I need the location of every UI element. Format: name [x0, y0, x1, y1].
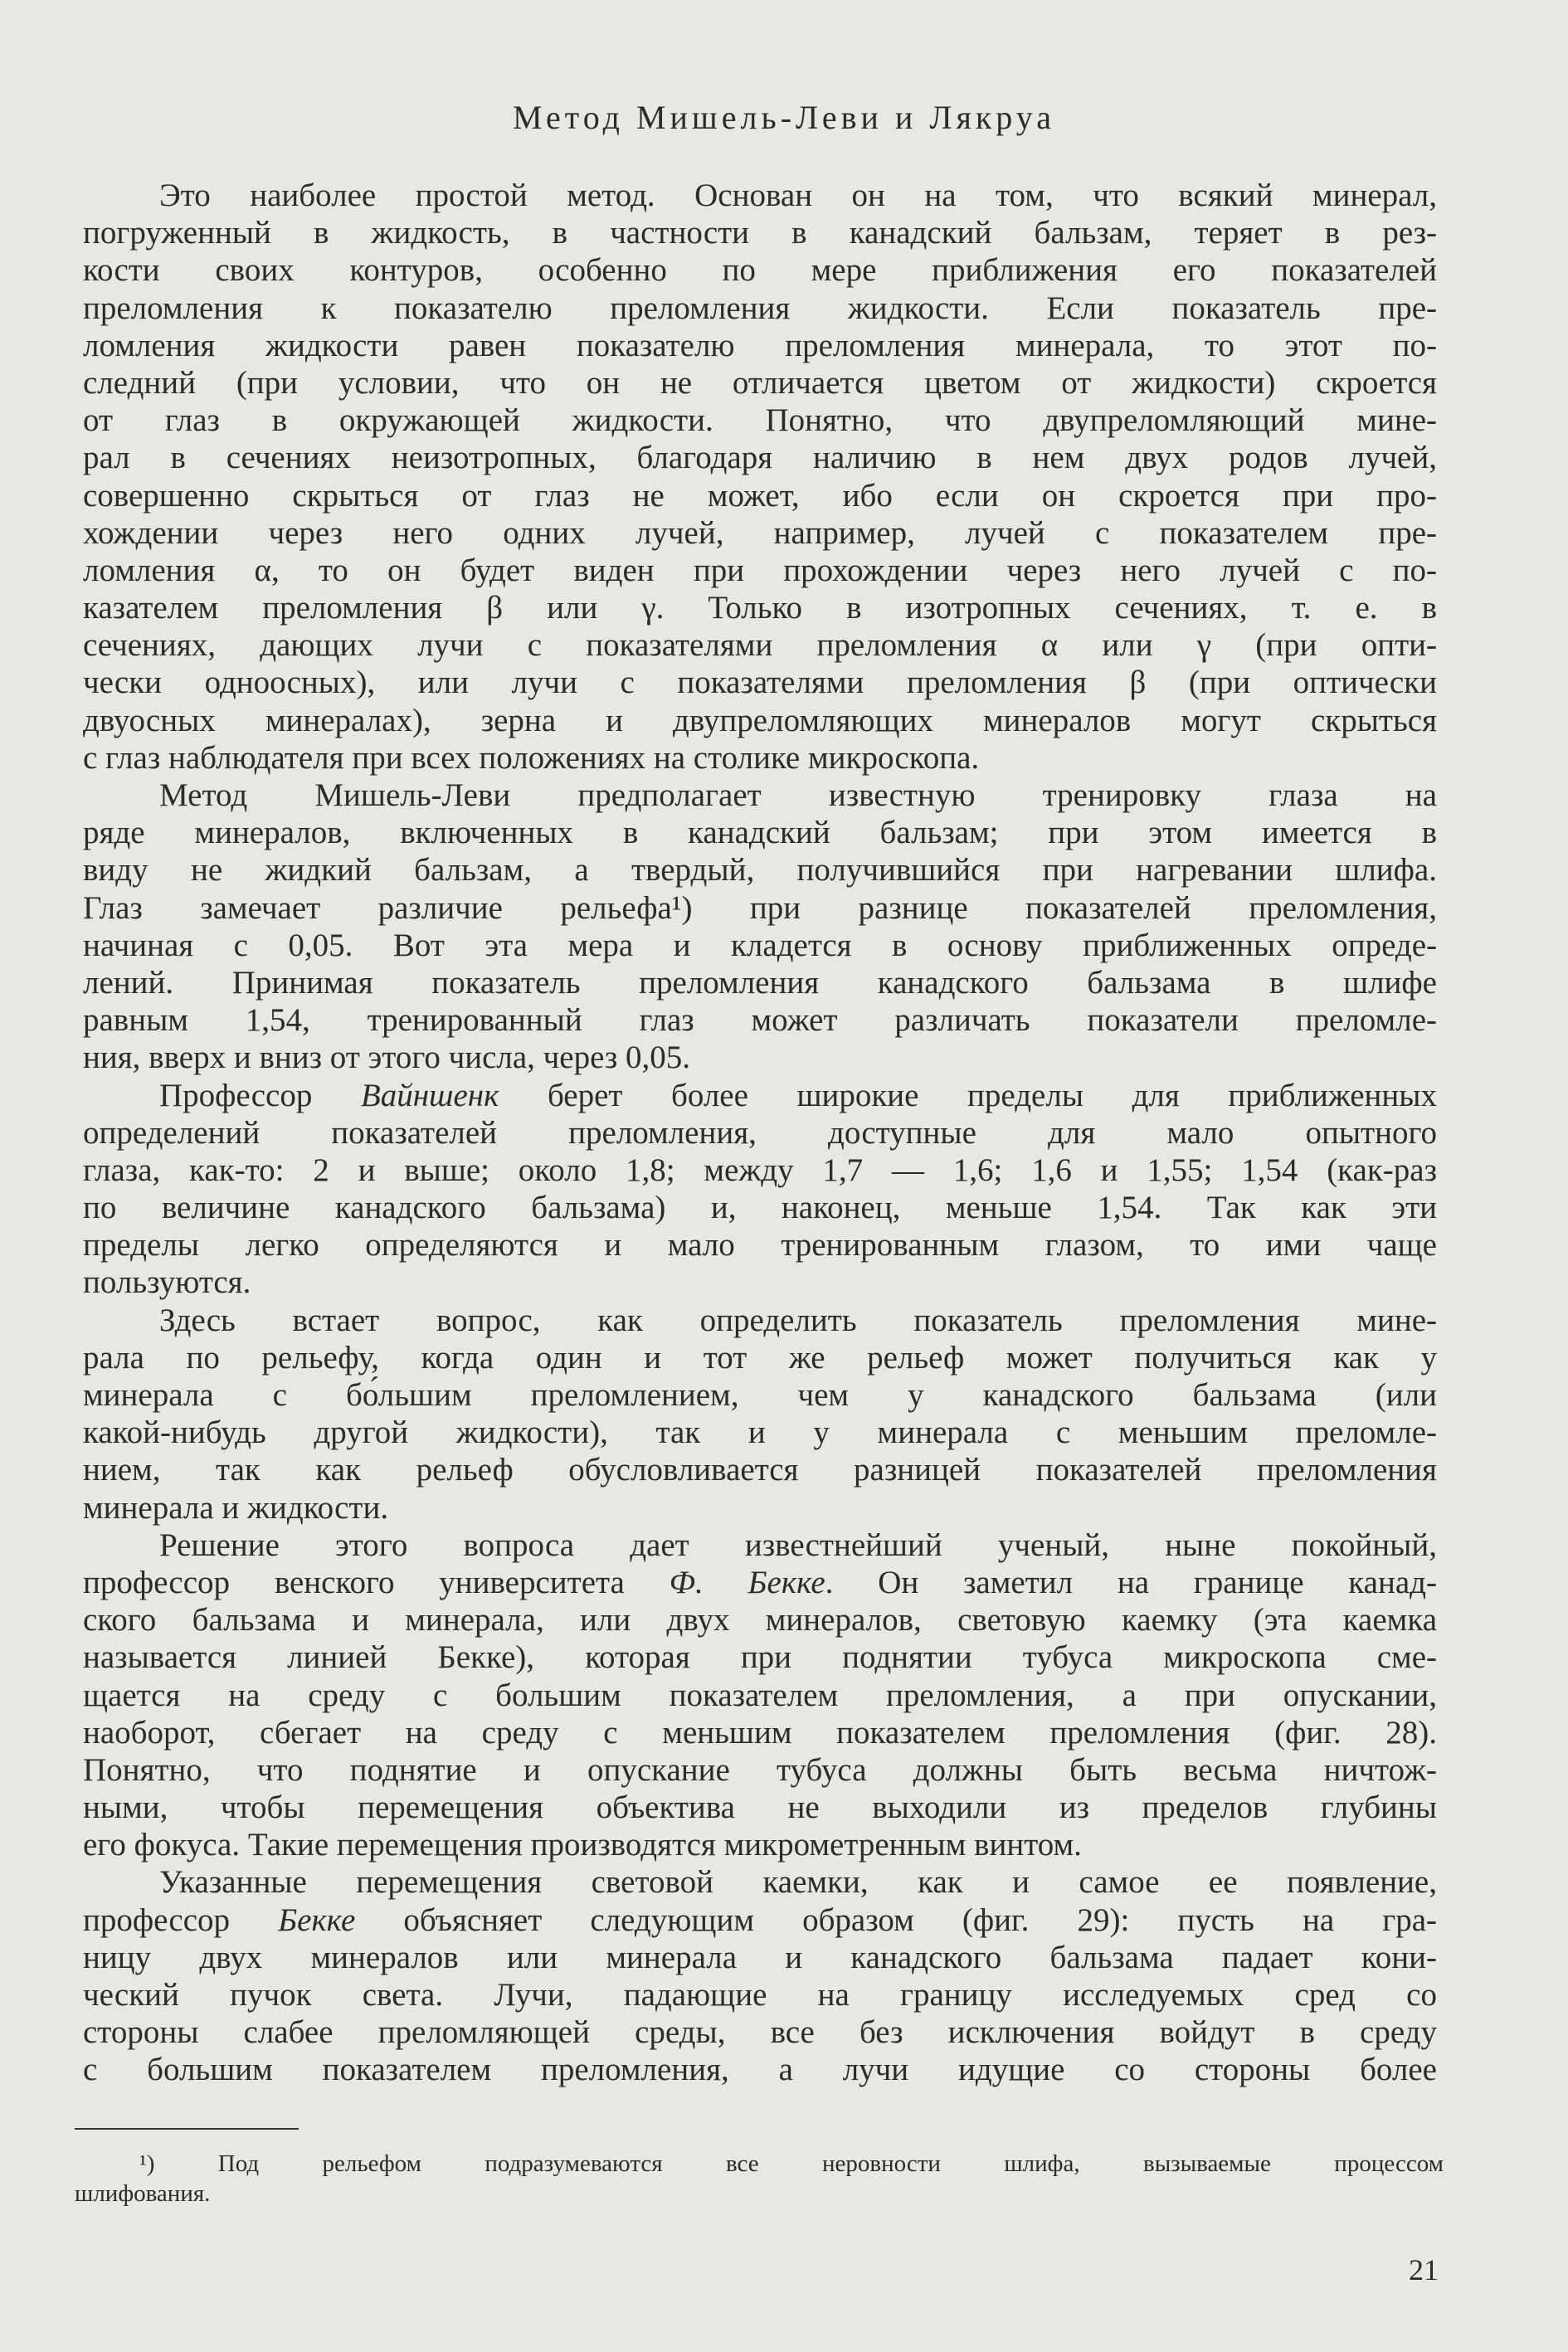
text-line: его фокуса. Такие перемещения производятся микрометренным винтом.: [83, 1827, 1082, 1863]
footnote-line: ¹) Под рельефом подразумеваются все неровности шлифа, вызываемые процессом: [139, 2150, 1444, 2177]
text-line: минерала и жидкости.: [83, 1489, 389, 1526]
text-line: Понятно, что поднятие и опускание тубуса должны быть весьма ничтож-: [83, 1751, 1437, 1788]
text-line: рала по рельефу, когда один и тот же рельеф может получиться как у: [83, 1339, 1437, 1376]
text-line: [83, 1564, 1437, 1601]
text-line: пределы легко определяются и мало тренированным глазом, то ими чаще: [83, 1227, 1437, 1264]
text-line: стороны слабее преломляющей среды, все без исключения войдут в среду: [83, 2014, 1437, 2051]
body-text: [83, 177, 1437, 2089]
text-line: рал в сечениях неизотропных, благодаря наличию в нем двух родов лучей,: [83, 440, 1437, 476]
text-segment: профессор: [83, 1902, 279, 1938]
text-line: Глаз замечает различие рельефа¹) при разнице показателей преломления,: [83, 889, 1437, 926]
text-line: с глаз наблюдателя при всех положениях на столике микроскопа.: [83, 739, 980, 776]
footnote-divider: [75, 2128, 299, 2130]
text-line: с большим показателем преломления, а лучи идущие со стороны более: [83, 2052, 1437, 2088]
text-line: ского бальзама и минерала, или двух минералов, световую каемку (эта каемка: [83, 1602, 1437, 1639]
page-number: 21: [1409, 2253, 1439, 2286]
text-line: пользуются.: [83, 1264, 251, 1301]
text-line: наоборот, сбегает на среду с меньшим показателем преломления (фиг. 28).: [83, 1714, 1437, 1751]
text-line: лений. Принимая показатель преломления канадского бальзама в шлифе: [83, 964, 1437, 1001]
text-line: ными, чтобы перемещения объектива не выходили из пределов глубины: [83, 1790, 1437, 1826]
text-line: чески одноосных), или лучи с показателями преломления β (при оптически: [83, 665, 1437, 701]
text-line: ломления α, то он будет виден при прохождении через него лучей с по-: [83, 552, 1437, 588]
text-segment: объясняет следующим образом (фиг. 29): пусть на гра-: [355, 1902, 1437, 1938]
text-line: казателем преломления β или γ. Только в изотропных сечениях, т. е. в: [83, 590, 1437, 626]
text-line: определений показателей преломления, доступные для мало опытного: [83, 1114, 1437, 1151]
text-line: Это наиболее простой метод. Основан он на том, что всякий минерал,: [159, 178, 1437, 213]
text-line: какой-нибудь другой жидкости), так и у минерала с меньшим преломле-: [83, 1415, 1437, 1451]
text-line: щается на среду с большим показателем преломления, а при опускании,: [83, 1677, 1437, 1713]
text-line: следний (при условии, что он не отличается цветом от жидкости) скроется: [83, 364, 1437, 401]
text-line: ломления жидкости равен показателю преломления минерала, то этот по-: [83, 327, 1437, 363]
text-line: кости своих контуров, особенно по мере приближения его показателей: [83, 252, 1437, 289]
text-line: преломления к показателю преломления жидкости. Если показатель пре-: [83, 290, 1437, 326]
text-line: погруженный в жидкость, в частности в канадский бальзам, теряет в рез-: [83, 215, 1437, 251]
text-line: двуосных минералах), зерна и двупреломляющих минералов могут скрыться: [83, 702, 1437, 738]
text-line: хождении через него одних лучей, например, лучей с показателем пре-: [83, 514, 1437, 551]
text-line: минерала с бо́льшим преломлением, чем у канадского бальзама (или: [83, 1377, 1437, 1413]
text-line: по величине канадского бальзама) и, наконец, меньше 1,54. Так как эти: [83, 1190, 1437, 1226]
text-line: начиная с 0,05. Вот эта мера и кладется в основу приближенных опреде-: [83, 927, 1437, 963]
footnote-line: шлифования.: [75, 2180, 211, 2207]
text-line: ния, вверх и вниз от этого числа, через 0,05.: [83, 1040, 691, 1076]
text-segment: берет более широкие пределы для приближенных: [499, 1077, 1437, 1113]
text-line: совершенно скрыться от глаз не может, ибо если он скроется при про-: [83, 477, 1437, 514]
text-segment: . Он заметил на границе канад-: [825, 1564, 1437, 1600]
text-line: [83, 1902, 1437, 1939]
italic-name: Вайншенк: [360, 1077, 499, 1113]
text-line: глаза, как-то: 2 и выше; около 1,8; между 1,7 — 1,6; 1,6 и 1,55; 1,54 (как-раз: [83, 1152, 1437, 1188]
section-title: Метод Мишель-Леви и Лякруа: [513, 99, 1055, 136]
text-line: Указанные перемещения световой каемки, как и самое ее появление,: [159, 1864, 1437, 1901]
text-line: от глаз в окружающей жидкости. Понятно, что двупреломляющий мине-: [83, 402, 1437, 439]
text-line: равным 1,54, тренированный глаз может различать показатели преломле-: [83, 1002, 1437, 1039]
text-line: Здесь встает вопрос, как определить показатель преломления мине-: [159, 1302, 1437, 1338]
text-line: ницу двух минералов или минерала и канадского бальзама падает кони-: [83, 1939, 1437, 1975]
italic-name: Ф. Бекке: [669, 1564, 825, 1600]
text-line: [83, 1077, 1437, 1114]
text-line: Метод Мишель-Леви предполагает известную тренировку глаза на: [159, 777, 1437, 813]
text-line: нием, так как рельеф обусловливается разницей показателей преломления: [83, 1452, 1437, 1488]
italic-name: Бекке: [278, 1902, 356, 1938]
text-segment: Профессор: [159, 1077, 361, 1113]
text-segment: профессор венского университета: [83, 1564, 670, 1600]
text-line: называется линией Бекке), которая при поднятии тубуса микроскопа сме-: [83, 1639, 1437, 1676]
text-line: ряде минералов, включенных в канадский бальзам; при этом имеется в: [83, 815, 1437, 851]
text-line: сечениях, дающих лучи с показателями преломления α или γ (при опти-: [83, 627, 1437, 664]
text-line: Решение этого вопроса дает известнейший ученый, ныне покойный,: [159, 1527, 1437, 1563]
text-line: ческий пучок света. Лучи, падающие на границу исследуемых сред со: [83, 1977, 1437, 2013]
text-line: виду не жидкий бальзам, а твердый, получившийся при нагревании шлифа.: [83, 852, 1437, 889]
footnote: [75, 2149, 1444, 2208]
